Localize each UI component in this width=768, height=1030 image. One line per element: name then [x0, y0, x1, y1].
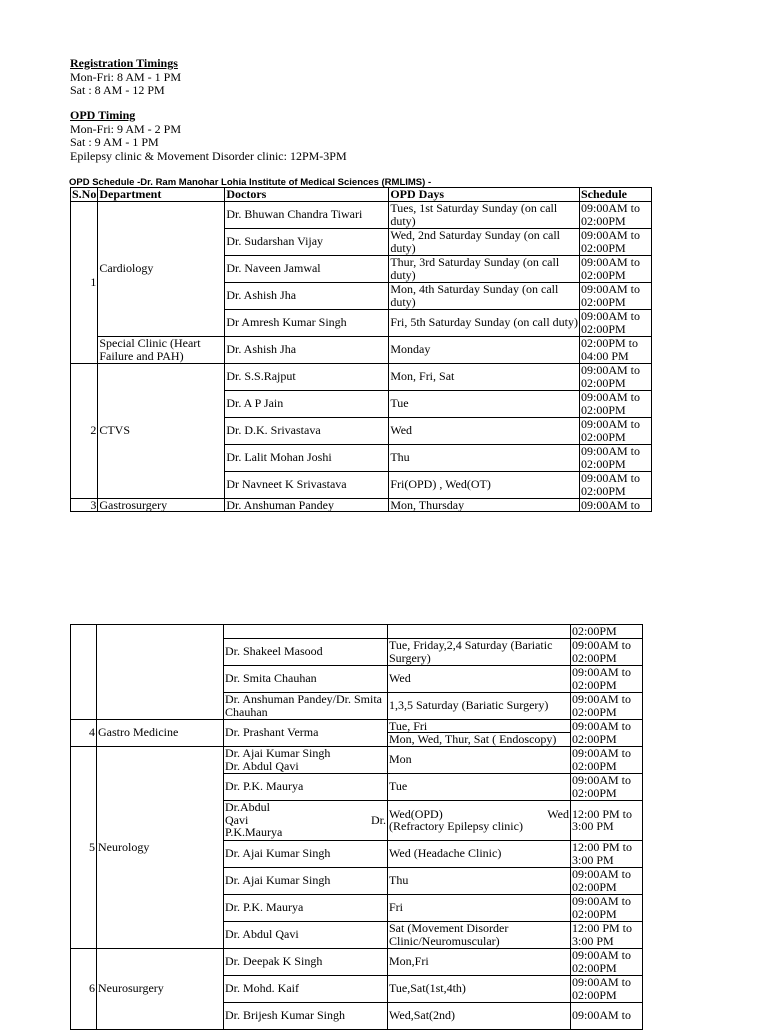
header-department: Department: [98, 188, 225, 202]
opd-timing-line: Sat : 9 AM - 1 PM: [70, 135, 159, 149]
opd-days-cell: Fri: [388, 894, 571, 921]
schedule-cell: 09:00AM to 02:00PM: [571, 975, 643, 1002]
schedule-cell: 02:00PM: [571, 625, 643, 639]
opd-days-cell: Sat (Movement Disorder Clinic/Neuromuscular): [388, 921, 571, 948]
schedule-cell: 09:00AM to 02:00PM: [571, 665, 643, 692]
opd-days-cell: Wed (Headache Clinic): [388, 840, 571, 867]
table-row: [71, 336, 652, 363]
opd-days-cell: Tue,Sat(1st,4th): [388, 975, 571, 1002]
schedule-cell: 09:00AM to 02:00PM: [579, 363, 651, 390]
opd-days-cell: Tues, 1st Saturday Sunday (on call duty): [389, 201, 580, 228]
table-row: [71, 746, 643, 773]
schedule-cell: 09:00AM to 02:00PM: [571, 692, 643, 719]
opd-days-cell: Mon: [388, 746, 571, 773]
doctor-name-part: Dr.: [371, 812, 386, 827]
schedule-cell: 09:00AM to: [571, 1002, 643, 1029]
opd-days-cell: 1,3,5 Saturday (Bariatic Surgery): [388, 692, 571, 719]
doctor-name: Dr.Abdul: [225, 800, 270, 815]
opd-timing-section: [70, 109, 347, 163]
schedule-cell: 09:00AM to 02:00PM: [579, 282, 651, 309]
doctor-cell: Dr. Smita Chauhan: [224, 665, 388, 692]
doctor-cell: [224, 800, 388, 840]
doctor-cell: Dr. P.K. Maurya: [224, 773, 388, 800]
sno-cell: 2: [71, 363, 98, 498]
opd-days-cell: Monday: [389, 336, 580, 363]
registration-line: Sat : 8 AM - 12 PM: [70, 83, 165, 97]
opd-days-cell: Mon, Fri, Sat: [389, 363, 580, 390]
sno-cell: 4: [71, 719, 97, 746]
opd-days-cell: Tue: [389, 390, 580, 417]
opd-days-cell: [388, 625, 571, 639]
table-header-row: [71, 188, 652, 202]
doctor-cell: Dr. Anshuman Pandey/Dr. Smita Chauhan: [224, 692, 388, 719]
schedule-cell: 09:00AM to 02:00PM: [579, 228, 651, 255]
doctor-name: P.K.Maurya: [225, 825, 283, 840]
schedule-cell: 09:00AM to 02:00PM: [571, 719, 643, 746]
opd-days-line: (Refractory Epilepsy clinic): [389, 819, 523, 833]
department-cell: Special Clinic (Heart Failure and PAH): [98, 336, 225, 363]
department-cell: Neurosurgery: [97, 948, 224, 1029]
schedule-cell: 12:00 PM to 3:00 PM: [571, 921, 643, 948]
doctor-cell: Dr. Lalit Mohan Joshi: [225, 444, 389, 471]
schedule-cell: 09:00AM to 02:00PM: [579, 471, 651, 498]
opd-days-cell: Thur, 3rd Saturday Sunday (on call duty): [389, 255, 580, 282]
department-cell: Gastro Medicine: [97, 719, 224, 746]
schedule-cell: 09:00AM to 02:00PM: [579, 417, 651, 444]
table-row: [71, 363, 652, 390]
sno-cell: 5: [71, 746, 97, 948]
schedule-cell: 09:00AM to 02:00PM: [579, 309, 651, 336]
opd-days-cell: [388, 800, 571, 840]
doctor-cell: Dr. Anshuman Pandey: [225, 498, 389, 512]
schedule-cell: 09:00AM to: [579, 498, 651, 512]
doctor-cell: Dr. Prashant Verma: [224, 719, 388, 746]
doctor-cell: Dr. Brijesh Kumar Singh: [224, 1002, 388, 1029]
doctor-name: Dr. Abdul Qavi: [225, 758, 299, 773]
table-row: [71, 498, 652, 512]
doctor-name-part: Qavi: [225, 812, 249, 827]
opd-days-cell: Tue: [388, 773, 571, 800]
schedule-cell: 09:00AM to 02:00PM: [571, 746, 643, 773]
opd-days-cell: Mon,Fri: [388, 948, 571, 975]
doctor-cell: Dr. Deepak K Singh: [224, 948, 388, 975]
doctor-cell: Dr. Sudarshan Vijay: [225, 228, 389, 255]
doctor-cell: Dr. A P Jain: [225, 390, 389, 417]
schedule-cell: 09:00AM to 02:00PM: [579, 390, 651, 417]
schedule-cell: 09:00AM to 02:00PM: [579, 201, 651, 228]
schedule-table-page1: [70, 187, 652, 512]
opd-days-cell: Thu: [388, 867, 571, 894]
opd-timing-line: Mon-Fri: 9 AM - 2 PM: [70, 121, 182, 136]
table-row: [71, 719, 643, 733]
registration-section: [70, 57, 181, 98]
opd-days-cell: Mon, 4th Saturday Sunday (on call duty): [389, 282, 580, 309]
schedule-cell: 02:00PM to 04:00 PM: [579, 336, 651, 363]
doctor-cell: Dr. Ajai Kumar Singh: [224, 867, 388, 894]
doctor-cell: Dr Navneet K Srivastava: [225, 471, 389, 498]
header-doctors: Doctors: [225, 188, 389, 202]
opd-timing-line: Epilepsy clinic & Movement Disorder clinic: 12PM-3PM: [70, 148, 347, 163]
doctor-cell: Dr. Ashish Jha: [225, 282, 389, 309]
doctor-name: Dr. Ajai Kumar Singh: [225, 746, 331, 760]
opd-timing-heading: OPD Timing: [70, 108, 136, 122]
schedule-cell: 09:00AM to 02:00PM: [579, 255, 651, 282]
table-row: [71, 201, 652, 228]
registration-heading: Registration Timings: [70, 56, 178, 70]
doctor-cell: Dr Amresh Kumar Singh: [225, 309, 389, 336]
opd-days-cell: Tue, Friday,2,4 Saturday (Bariatic Surgery): [388, 638, 571, 665]
doctor-cell: Dr. Shakeel Masood: [224, 638, 388, 665]
department-cell: Gastrosurgery: [98, 498, 225, 512]
table-row: [71, 948, 643, 975]
table-row: [71, 625, 643, 639]
opd-days-cell: Wed: [388, 665, 571, 692]
opd-days-cell: Wed,Sat(2nd): [388, 1002, 571, 1029]
doctor-cell: Dr. Ajai Kumar Singh: [224, 840, 388, 867]
doctor-cell: [224, 625, 388, 639]
opd-days-part: Wed(OPD): [389, 806, 443, 821]
schedule-cell: 12:00 PM to 3:00 PM: [571, 800, 643, 840]
schedule-cell: 09:00AM to 02:00PM: [579, 444, 651, 471]
header-opd-days: OPD Days: [389, 188, 580, 202]
sno-cell: 3: [71, 498, 98, 512]
department-cell: Neurology: [97, 746, 224, 948]
doctor-cell: Dr. Bhuwan Chandra Tiwari: [225, 201, 389, 228]
schedule-cell: 09:00AM to 02:00PM: [571, 638, 643, 665]
header-schedule: Schedule: [579, 188, 651, 202]
schedule-cell: 09:00AM to 02:00PM: [571, 948, 643, 975]
opd-days-cell: Tue, Fri: [388, 719, 571, 733]
header-sno: S.No: [72, 187, 97, 201]
department-cell: Cardiology: [98, 201, 225, 336]
sno-cell: 1: [71, 201, 98, 363]
opd-days-cell: Wed: [389, 417, 580, 444]
doctor-cell: Dr. Abdul Qavi: [224, 921, 388, 948]
opd-days-cell: Fri(OPD) , Wed(OT): [389, 471, 580, 498]
opd-days-cell: Mon, Wed, Thur, Sat ( Endoscopy): [388, 733, 571, 747]
doctor-cell: Dr. P.K. Maurya: [224, 894, 388, 921]
opd-days-part: Wed: [547, 806, 569, 821]
registration-line: Mon-Fri: 8 AM - 1 PM: [70, 69, 182, 84]
opd-days-cell: Fri, 5th Saturday Sunday (on call duty): [389, 309, 580, 336]
opd-days-cell: Mon, Thursday: [389, 498, 580, 512]
opd-days-cell: Wed, 2nd Saturday Sunday (on call duty): [389, 228, 580, 255]
schedule-cell: 09:00AM to 02:00PM: [571, 894, 643, 921]
doctor-cell: Dr. Naveen Jamwal: [225, 255, 389, 282]
sno-cell: 6: [71, 948, 97, 1029]
doctor-cell: Dr. D.K. Srivastava: [225, 417, 389, 444]
opd-days-cell: Thu: [389, 444, 580, 471]
schedule-cell: 09:00AM to 02:00PM: [571, 773, 643, 800]
schedule-cell: 09:00AM to 02:00PM: [571, 867, 643, 894]
sno-cell: [71, 625, 97, 720]
department-cell: CTVS: [98, 363, 225, 498]
doctor-cell: Dr. S.S.Rajput: [225, 363, 389, 390]
doctor-cell: Dr. Mohd. Kaif: [224, 975, 388, 1002]
schedule-table-page2: [70, 624, 643, 1030]
schedule-caption: OPD Schedule -Dr. Ram Manohar Lohia Institute of Medical Sciences (RMLIMS) -: [69, 177, 432, 188]
schedule-cell: 12:00 PM to 3:00 PM: [571, 840, 643, 867]
doctor-cell: Dr. Ashish Jha: [225, 336, 389, 363]
doctor-cell: [224, 746, 388, 773]
department-cell: [97, 625, 224, 720]
